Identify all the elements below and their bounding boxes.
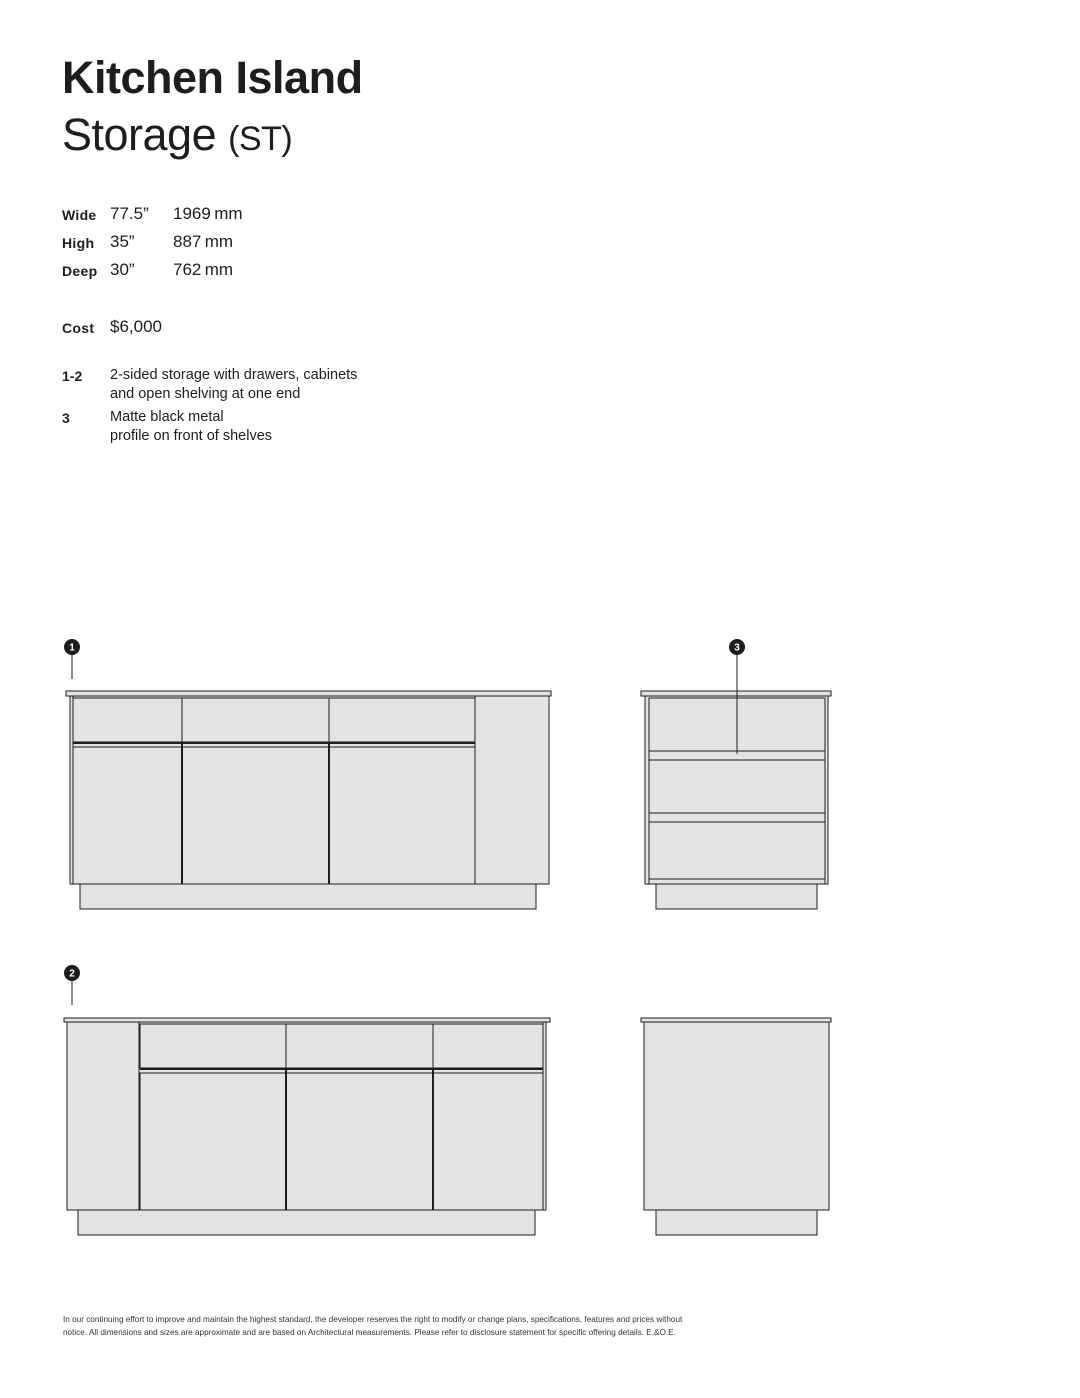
- elevation-1-front: [66, 691, 551, 909]
- door-front: [433, 1073, 543, 1210]
- note-number-3: 3: [62, 410, 70, 426]
- marker-1: [64, 639, 80, 679]
- door-front: [73, 747, 182, 884]
- spec-label-deep: Deep: [62, 263, 98, 279]
- door-front: [140, 1073, 286, 1210]
- marker-2: [64, 965, 80, 1005]
- plinth-base: [656, 1210, 817, 1235]
- spec-inches-wide: 77.5”: [110, 204, 149, 223]
- countertop: [641, 1018, 831, 1022]
- countertop: [64, 1018, 550, 1022]
- door-front: [329, 747, 475, 884]
- shelf-profile: [649, 879, 825, 884]
- note-text-1-2-line2: and open shelving at one end: [110, 386, 301, 402]
- marker-1-label: 1: [69, 642, 75, 654]
- plinth-base: [78, 1210, 535, 1235]
- spec-mm-deep: 762 mm: [173, 260, 234, 279]
- cost-label: Cost: [62, 320, 95, 336]
- door-front: [286, 1073, 433, 1210]
- footer-disclaimer-line1: In our continuing effort to improve and maintain the highest standard, the developer reserves the right to modify or change plans, specifications, features and prices without: [63, 1315, 683, 1324]
- spec-mm-wide: 1969 mm: [173, 204, 243, 223]
- note-number-1-2: 1-2: [62, 368, 83, 384]
- plinth-base: [656, 884, 817, 909]
- page-title: Kitchen Island: [62, 52, 363, 103]
- footer-disclaimer-line2: notice. All dimensions and sizes are approximate and are based on Architectural measurements. Please refer to disclosure statement for specific offering details. E.&O.E.: [63, 1328, 676, 1337]
- cost-value: $6,000: [110, 317, 162, 336]
- countertop: [641, 691, 831, 696]
- drawer-front: [286, 1024, 433, 1068]
- note-text-3-line2: profile on front of shelves: [110, 428, 273, 444]
- elevation-2-back: [64, 1018, 550, 1235]
- subtitle-text: Storage: [62, 109, 217, 160]
- drawer-front: [182, 698, 329, 742]
- shelf-opening: [649, 822, 825, 879]
- spec-inches-deep: 30”: [110, 260, 135, 279]
- door-front: [182, 747, 329, 884]
- shelf-profile: [649, 813, 825, 822]
- countertop: [66, 691, 551, 696]
- cabinet-body: [644, 1022, 829, 1210]
- marker-3-label: 3: [734, 642, 740, 654]
- drawer-front: [73, 698, 182, 742]
- spec-inches-high: 35”: [110, 232, 135, 251]
- note-text-1-2-line1: 2-sided storage with drawers, cabinets: [110, 367, 358, 383]
- subtitle-code: (ST): [228, 120, 293, 158]
- elevation-closed-side: [641, 1018, 831, 1235]
- spec-mm-high: 887 mm: [173, 232, 234, 251]
- shelf-opening: [649, 760, 825, 813]
- spec-label-high: High: [62, 235, 95, 251]
- note-text-3-line1: Matte black metal: [110, 409, 224, 425]
- elevation-3-side: [641, 691, 831, 909]
- drawer-front: [433, 1024, 543, 1068]
- drawer-front: [329, 698, 475, 742]
- plinth-base: [80, 884, 536, 909]
- spec-label-wide: Wide: [62, 207, 97, 223]
- drawer-front: [140, 1024, 286, 1068]
- marker-2-label: 2: [69, 968, 75, 980]
